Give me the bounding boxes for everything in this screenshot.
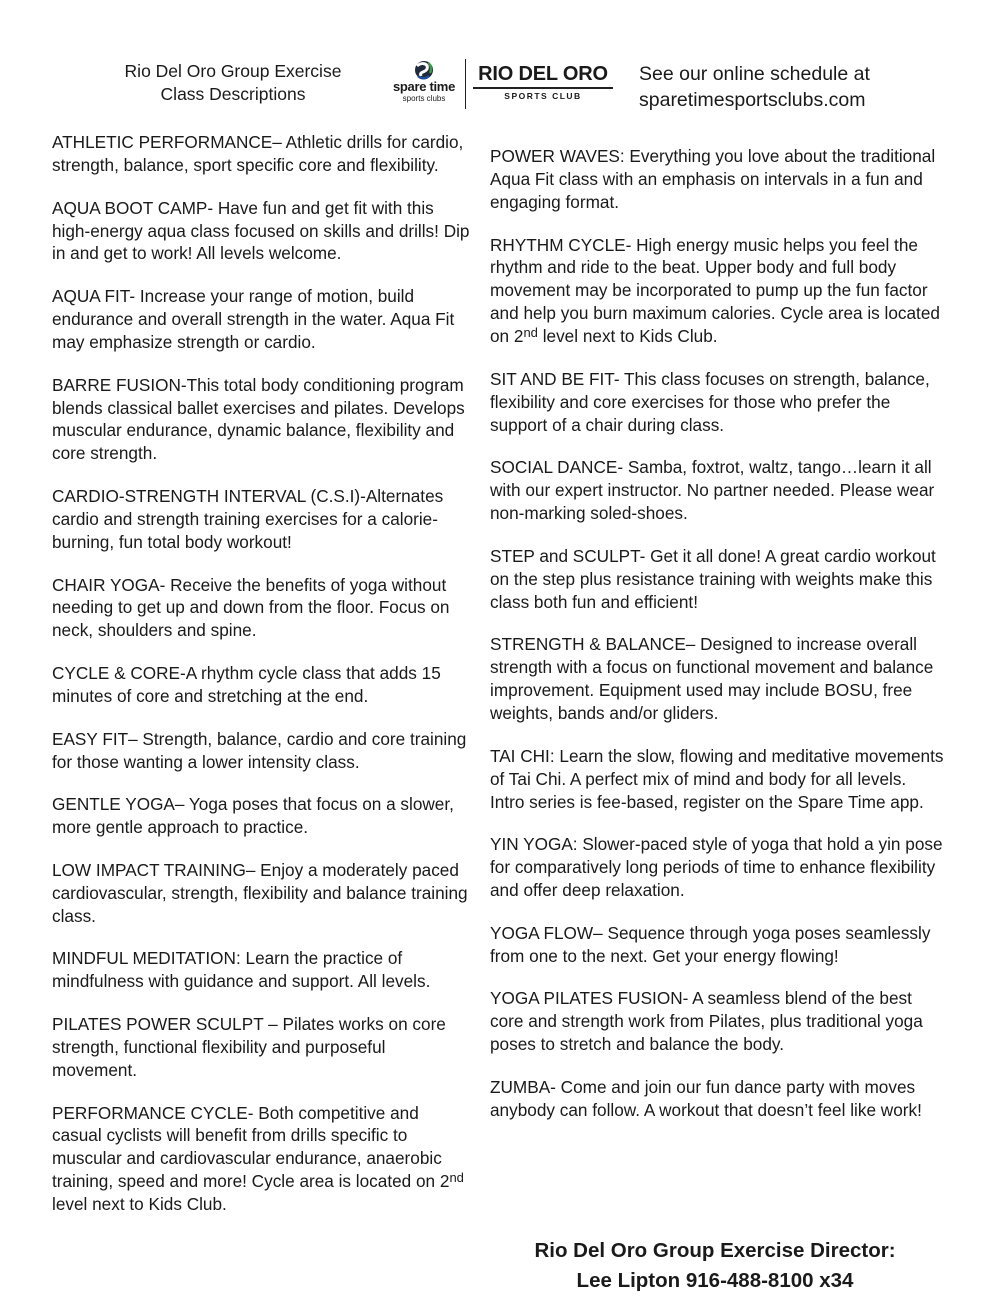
logo-divider [465,59,466,109]
class-description [52,859,470,928]
online-schedule-note [639,61,939,113]
right-column-class-list [490,145,945,1142]
online-schedule-url: sparetimesportsclubs.com [639,89,866,111]
class-description-text: ZUMBA- Come and join our fun dance party with moves anybody can follow. A workout that doesn’t feel like work! [490,1076,922,1120]
class-description [52,131,470,177]
class-description [490,456,945,525]
class-description-text: AQUA FIT- Increase your range of motion, build endurance and overall strength in the water. Aqua Fit may emphasize strength or cardio. [52,286,455,352]
class-description [52,728,470,774]
spare-time-logo-subtitle: sports clubs [402,94,446,103]
director-title: Rio Del Oro Group Exercise Director: [534,1239,896,1262]
class-description-text: STRENGTH & BALANCE– Designed to increase overall strength with a focus on functional movement and balance improvement. Equipment used may include BOSU, free weights, bands and/or gliders. [490,634,934,724]
spare-time-logo [384,60,464,110]
class-description [52,285,470,354]
class-description [52,947,470,993]
director-contact [470,1236,960,1296]
class-description [52,793,470,839]
rio-del-oro-logo-subtitle: SPORTS CLUB [504,90,582,101]
class-description [490,1076,945,1122]
class-description [490,545,945,614]
class-description-text: SOCIAL DANCE- Samba, foxtrot, waltz, tango…learn it all with our expert instructor. No partner needed. Please wear non-marking soled-shoes. [490,457,935,524]
class-description-text: LOW IMPACT TRAINING– Enjoy a moderately paced cardiovascular, strength, flexibility and balance training class. [52,859,468,926]
class-description [52,485,470,554]
class-description-text: PERFORMANCE CYCLE- Both competitive and casual cyclists will benefit from drills specific to muscular and cardiovascular endurance, anaerobic training, speed and more! Cycle area is located on 2 [52,1102,450,1192]
ordinal-suffix: nd [523,325,538,341]
class-description [52,1013,470,1082]
class-description-text: STEP and SCULPT- Get it all done! A great cardio workout on the step plus resistance training with weights make this class both fun and efficient! [490,545,936,612]
class-description [490,234,945,349]
class-description-text: YOGA PILATES FUSION- A seamless blend of the best core and strength work from Pilates, plus traditional yoga poses to stretch and balance the body. [490,988,923,1055]
spare-time-logo-name: spare time [392,79,456,94]
class-description [490,633,945,725]
title-line-1: Rio Del Oro Group Exercise [124,61,342,81]
ordinal-suffix: nd [449,1170,464,1186]
class-description-text: RHYTHM CYCLE- High energy music helps you feel the rhythm and ride to the beat. Upper body and full body movement may be incorporated to pump up the fun factor and help you burn maximum calories. Cycle area is located on 2 [490,234,940,347]
class-description-text: YIN YOGA: Slower-paced style of yoga that hold a yin pose for comparatively long periods of time to enhance flexibility and offer deep relaxation. [490,834,943,901]
class-description-text: TAI CHI: Learn the slow, flowing and meditative movements of Tai Chi. A perfect mix of mind and body for all levels. Intro series is fee-based, register on the Spare Time app. [490,745,944,812]
class-description-text: AQUA BOOT CAMP- Have fun and get fit with this high-energy aqua class focused on skills and drills! Dip in and get to work! All levels welcome. [52,197,470,264]
class-description-text: BARRE FUSION-This total body conditioning program blends classical ballet exercises and pilates. Develops muscular endurance, dynamic balance, flexibility and core strength. [52,374,465,464]
online-schedule-line-1: See our online schedule at [639,63,870,85]
class-description [52,662,470,708]
class-description [52,374,470,466]
left-column-class-list [52,131,470,1236]
class-description [52,1102,470,1217]
class-description [490,145,945,214]
class-description [490,987,945,1056]
class-description-text: PILATES POWER SCULPT – Pilates works on core strength, functional flexibility and purposeful movement. [52,1014,446,1080]
document-title [108,60,358,106]
class-description [52,574,470,643]
spare-time-swirl-icon [413,60,435,80]
class-description-text: SIT AND BE FIT- This class focuses on strength, balance, flexibility and core exercises for those who prefer the support of a chair during class. [490,368,930,435]
class-description-text: YOGA FLOW– Sequence through yoga poses seamlessly from one to the next. Get your energy flowing! [490,922,931,966]
class-description-text: CYCLE & CORE-A rhythm cycle class that adds 15 minutes of core and stretching at the end. [52,663,441,706]
class-description [490,745,945,814]
class-description-text: GENTLE YOGA– Yoga poses that focus on a slower, more gentle approach to practice. [52,794,454,838]
rio-del-oro-logo-rule [473,87,613,89]
class-description-text: EASY FIT– Strength, balance, cardio and core training for those wanting a lower intensity class. [52,728,467,772]
class-description [490,833,945,902]
director-name-phone: Lee Lipton 916-488-8100 x34 [576,1269,854,1292]
class-description-text: ATHLETIC PERFORMANCE– Athletic drills for cardio, strength, balance, sport specific core and flexibility. [52,132,464,175]
class-description [52,197,470,266]
class-description-text: MINDFUL MEDITATION: Learn the practice of mindfulness with guidance and support. All levels. [52,948,431,992]
class-description [490,368,945,437]
class-description-text: CARDIO-STRENGTH INTERVAL (C.S.I)-Alternates cardio and strength training exercises for a calorie-burning, fun total body workout! [52,486,444,552]
rio-del-oro-logo [473,63,613,101]
class-description-text-continued: level next to Kids Club. [537,326,718,347]
class-description-text: CHAIR YOGA- Receive the benefits of yoga without needing to get up and down from the floor. Focus on neck, shoulders and spine. [52,574,450,641]
class-description-text: POWER WAVES: Everything you love about the traditional Aqua Fit class with an emphasis on intervals in a fun and engaging format. [490,146,936,212]
class-description [490,922,945,968]
class-description-text-continued: level next to Kids Club. [52,1194,227,1215]
rio-del-oro-logo-name: RIO DEL ORO [478,63,608,85]
title-line-2: Class Descriptions [160,84,306,104]
